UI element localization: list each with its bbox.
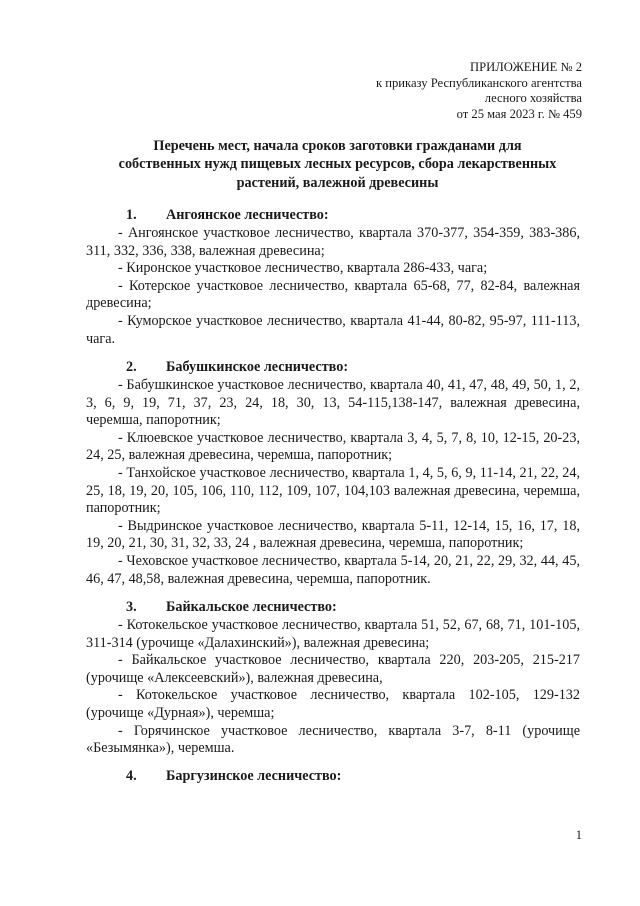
list-item: - Бабушкинское участковое лесничество, квартала 40, 41, 47, 48, 49, 50, 1, 2, 3, 6, 9, 19, 71, 37, 23, 24, 18, 30, 13, 54-115,138-147, валежная древесина, черемша, папоротник;: [86, 377, 580, 429]
section-heading: [86, 206, 580, 224]
section-barguzinskoe: [86, 767, 580, 786]
title-line: растений, валежной древесины: [236, 174, 439, 191]
appendix-line: лесного хозяйства: [484, 91, 582, 105]
list-item: - Ангоянское участковое лесничество, квартала 370-377, 354-359, 383-386, 311, 332, 336, 338, валежная древесина;: [86, 225, 580, 259]
section-name: Бабушкинское лесничество:: [166, 359, 349, 375]
section-number: 4.: [126, 768, 137, 784]
list-item: - Котокельское участковое лесничество, квартала 102-105, 129-132 (урочище «Дурная»), черемша;: [86, 687, 580, 721]
list-item: - Танхойское участковое лесничество, квартала 1, 4, 5, 6, 9, 11-14, 21, 22, 24, 25, 18, 19, 20, 105, 106, 110, 112, 109, 107, 104,103 валежная древесина, черемша, папоротник;: [86, 464, 580, 517]
document-title: [100, 137, 575, 192]
list-item: - Киронское участковое лесничество, квартала 286-433, чага;: [118, 260, 488, 277]
section-number: 2.: [126, 359, 137, 375]
list-item: - Котерское участковое лесничество, квартала 65-68, 77, 82-84, валежная древесина;: [86, 277, 580, 312]
list-item: - Горячинское участковое лесничество, квартала 3-7, 8-11 (урочище «Безымянка»), черемша.: [86, 722, 580, 757]
title-line: Перечень мест, начала сроков заготовки гражданами для: [153, 138, 522, 154]
section-name: Ангоянское лесничество:: [166, 207, 329, 223]
list-item: - Котокельское участковое лесничество, квартала 51, 52, 67, 68, 71, 101-105, 311-314 (урочище «Далахинский»), валежная древесина;: [86, 617, 580, 651]
section-number: 3.: [126, 599, 137, 615]
section-babushkinskoe: [86, 358, 580, 588]
section-name: Баргузинское лесничество:: [166, 768, 342, 784]
section-angoyanskoe: [86, 206, 580, 348]
list-item: - Клюевское участковое лесничество, квартала 3, 4, 5, 7, 8, 10, 12-15, 20-23, 24, 25, валежная древесина, черемша, папоротник;: [86, 429, 580, 464]
appendix-header: [376, 60, 582, 122]
appendix-line: ПРИЛОЖЕНИЕ № 2: [470, 60, 582, 74]
list-item: - Выдринское участковое лесничество, квартала 5-11, 12-14, 15, 16, 17, 18, 19, 20, 21, 30, 31, 32, 33, 24 , валежная древесина, черемша, папоротник;: [86, 517, 580, 552]
section-heading: [86, 767, 580, 785]
section-heading: [86, 598, 580, 616]
section-name: Байкальское лесничество:: [166, 599, 337, 615]
appendix-line: к приказу Республиканского агентства: [376, 75, 582, 90]
title-line: собственных нужд пищевых лесных ресурсов, сбора лекарственных: [118, 156, 557, 173]
list-item: - Байкальское участковое лесничество, квартала 220, 203-205, 215-217 (урочище «Алексеевский»), валежная древесина,: [86, 652, 580, 686]
section-baykalskoe: [86, 598, 580, 758]
list-item: - Куморское участковое лесничество, квартала 41-44, 80-82, 95-97, 111-113, чага.: [86, 312, 580, 347]
appendix-line: от 25 мая 2023 г. № 459: [456, 106, 582, 121]
section-number: 1.: [126, 207, 137, 223]
page-number: 1: [575, 828, 582, 842]
list-item: - Чеховское участковое лесничество, квартала 5-14, 20, 21, 22, 29, 32, 44, 45, 46, 47, 48,58, валежная древесина, черемша, папоротник.: [86, 552, 580, 587]
section-heading: [86, 358, 580, 376]
